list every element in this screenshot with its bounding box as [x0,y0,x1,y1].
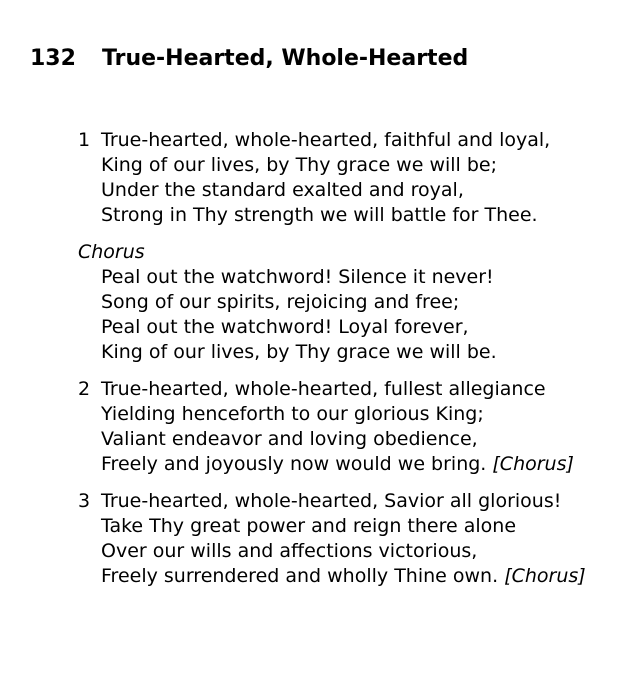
chorus-line: King of our lives, by Thy grace we will be. [101,341,497,363]
verse-line-text: Freely and joyously now would we bring. [101,453,487,475]
hymn-title-row [30,46,468,71]
verse-number: 1 [78,129,91,151]
verse-line-text: Freely surrendered and wholly Thine own. [101,565,499,587]
verse-line: True-hearted, whole-hearted, fullest allegiance [101,378,546,400]
verse-1 [78,128,586,228]
verse-line-last [101,564,586,589]
verse-line: True-hearted, whole-hearted, Savior all glorious! [101,490,562,512]
lyrics [78,128,586,601]
verse-2 [78,377,586,477]
chorus-reference: [Chorus] [504,565,586,587]
chorus-label: Chorus [78,241,145,263]
verse-line: Take Thy great power and reign there alone [101,515,517,537]
verse-line: Over our wills and affections victorious, [101,540,478,562]
verse-line-last [101,452,586,477]
chorus [78,240,586,365]
verse-3 [78,489,586,589]
verse-line: Under the standard exalted and royal, [101,179,464,201]
verse-line: True-hearted, whole-hearted, faithful and loyal, [101,129,551,151]
verse-number: 3 [78,490,91,512]
chorus-reference: [Chorus] [492,453,574,475]
verse-line: King of our lives, by Thy grace we will be; [101,154,498,176]
chorus-line: Song of our spirits, rejoicing and free; [101,291,460,313]
verse-number: 2 [78,378,91,400]
verse-line: Valiant endeavor and loving obedience, [101,428,478,450]
chorus-line: Peal out the watchword! Silence it never! [101,266,494,288]
chorus-lines [78,265,586,365]
verse-line: Strong in Thy strength we will battle for Thee. [101,204,538,226]
verse-line: Yielding henceforth to our glorious King; [101,403,484,425]
hymn-title: True-Hearted, Whole-Hearted [102,46,469,71]
chorus-line: Peal out the watchword! Loyal forever, [101,316,469,338]
hymn-number: 132 [30,46,76,71]
